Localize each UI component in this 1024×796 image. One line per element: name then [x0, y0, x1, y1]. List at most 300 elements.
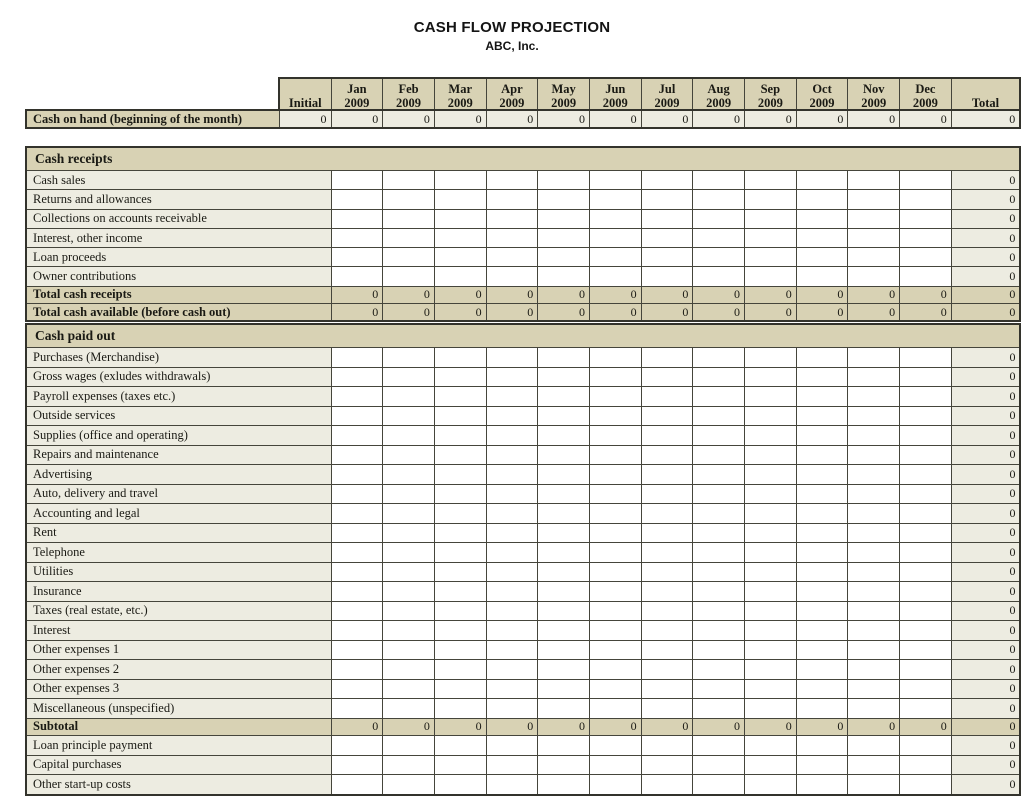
- cell-month-input[interactable]: [538, 445, 590, 465]
- cell-month-input[interactable]: [641, 406, 693, 426]
- cell-month-input[interactable]: [434, 209, 486, 228]
- cell-month-input[interactable]: [434, 640, 486, 660]
- cell-month-input[interactable]: [745, 445, 797, 465]
- cell-month-input[interactable]: [900, 484, 952, 504]
- cell-month-input[interactable]: [693, 190, 745, 209]
- cell-month-input[interactable]: [900, 679, 952, 699]
- cell-month-input[interactable]: [848, 504, 900, 524]
- cell-month-input[interactable]: [641, 699, 693, 719]
- cell-month-input[interactable]: [848, 775, 900, 795]
- cell-month-input[interactable]: [331, 523, 383, 543]
- cell-month-input[interactable]: [538, 621, 590, 641]
- cell-month-input[interactable]: [900, 621, 952, 641]
- cell-month-input[interactable]: [745, 523, 797, 543]
- cell-month-input[interactable]: [589, 267, 641, 286]
- cell-month-input[interactable]: [486, 601, 538, 621]
- cell-month-input[interactable]: [538, 484, 590, 504]
- cell-month-input[interactable]: [486, 228, 538, 247]
- cell-month-input[interactable]: [589, 228, 641, 247]
- cell-month-input[interactable]: [434, 775, 486, 795]
- cell-month-input[interactable]: [745, 348, 797, 368]
- cell-month-input[interactable]: [331, 465, 383, 485]
- cell-month-input[interactable]: [900, 367, 952, 387]
- cell-month-input[interactable]: [900, 640, 952, 660]
- cell-month-input[interactable]: [641, 209, 693, 228]
- cell-month-input[interactable]: [641, 484, 693, 504]
- cell-month-input[interactable]: [745, 621, 797, 641]
- cell-month-input[interactable]: [693, 775, 745, 795]
- cell-month-input[interactable]: [486, 387, 538, 407]
- cell-month-input[interactable]: [641, 171, 693, 190]
- cell-month-input[interactable]: [796, 736, 848, 756]
- cell-month-input[interactable]: [538, 679, 590, 699]
- cell-month-input[interactable]: [486, 736, 538, 756]
- cell-month-input[interactable]: [641, 755, 693, 775]
- cell-month-input[interactable]: [796, 601, 848, 621]
- cell-month-input[interactable]: [331, 775, 383, 795]
- cell-month-input[interactable]: [693, 465, 745, 485]
- cell-month-input[interactable]: [796, 348, 848, 368]
- cell-month-input[interactable]: [693, 640, 745, 660]
- cell-month-input[interactable]: [745, 367, 797, 387]
- cell-month-input[interactable]: [589, 504, 641, 524]
- cell-month-input[interactable]: [434, 582, 486, 602]
- cell-month-input[interactable]: [589, 367, 641, 387]
- cell-month-input[interactable]: [693, 426, 745, 446]
- cell-month-input[interactable]: [486, 523, 538, 543]
- cell-month-input[interactable]: [383, 621, 435, 641]
- cell-month-input[interactable]: [486, 543, 538, 563]
- cell-month-input[interactable]: [589, 445, 641, 465]
- cell-month-input[interactable]: [331, 484, 383, 504]
- cell-month-input[interactable]: [434, 465, 486, 485]
- cell-month-input[interactable]: [331, 387, 383, 407]
- cell-month-input[interactable]: [641, 267, 693, 286]
- cell-month-input[interactable]: [745, 484, 797, 504]
- cell-month-input[interactable]: [331, 228, 383, 247]
- cell-month-input[interactable]: [486, 699, 538, 719]
- cell-month-input[interactable]: [796, 504, 848, 524]
- cell-month-input[interactable]: [745, 755, 797, 775]
- cell-month-input[interactable]: [589, 582, 641, 602]
- cell-month-input[interactable]: [848, 736, 900, 756]
- cell-month-input[interactable]: [900, 387, 952, 407]
- cell-month-input[interactable]: [383, 367, 435, 387]
- cell-month-input[interactable]: [796, 171, 848, 190]
- cell-month-input[interactable]: [745, 601, 797, 621]
- cell-month-input[interactable]: [383, 582, 435, 602]
- cell-month-input[interactable]: [486, 562, 538, 582]
- cell-month-input[interactable]: [848, 562, 900, 582]
- cell-month-input[interactable]: [745, 736, 797, 756]
- cell-month-input[interactable]: [641, 543, 693, 563]
- cell-month-input[interactable]: [538, 171, 590, 190]
- cell-month-input[interactable]: [848, 406, 900, 426]
- cell-month-input[interactable]: [589, 348, 641, 368]
- cell-month-input[interactable]: [641, 426, 693, 446]
- cell-month-input[interactable]: [900, 248, 952, 267]
- cell-month-input[interactable]: [693, 209, 745, 228]
- cell-month-input[interactable]: [641, 660, 693, 680]
- cell-month-input[interactable]: [434, 679, 486, 699]
- cell-month-input[interactable]: [796, 660, 848, 680]
- cell-month-input[interactable]: [589, 426, 641, 446]
- cell-month-input[interactable]: [538, 755, 590, 775]
- cell-month-input[interactable]: [641, 679, 693, 699]
- cell-month-input[interactable]: [796, 582, 848, 602]
- cell-month-input[interactable]: [538, 248, 590, 267]
- cell-month-input[interactable]: [331, 367, 383, 387]
- cell-month-input[interactable]: [538, 504, 590, 524]
- cell-month-input[interactable]: [589, 660, 641, 680]
- cell-month-input[interactable]: [383, 504, 435, 524]
- cell-month-input[interactable]: [486, 190, 538, 209]
- cell-month-input[interactable]: [538, 465, 590, 485]
- cell-month-input[interactable]: [589, 484, 641, 504]
- cell-month-input[interactable]: [434, 523, 486, 543]
- cell-month-input[interactable]: [434, 736, 486, 756]
- cell-month-input[interactable]: [745, 190, 797, 209]
- cell-month-input[interactable]: [796, 775, 848, 795]
- cell-month-input[interactable]: [641, 348, 693, 368]
- cell-month-input[interactable]: [383, 736, 435, 756]
- cell-month-input[interactable]: [693, 348, 745, 368]
- cell-month-input[interactable]: [796, 248, 848, 267]
- cell-month-input[interactable]: [796, 699, 848, 719]
- cell-month-input[interactable]: [383, 445, 435, 465]
- cell-month-input[interactable]: [848, 484, 900, 504]
- cell-month-input[interactable]: [538, 523, 590, 543]
- cell-month-input[interactable]: [434, 267, 486, 286]
- cell-month-input[interactable]: [848, 755, 900, 775]
- cell-month-input[interactable]: [796, 543, 848, 563]
- cell-month-input[interactable]: [641, 775, 693, 795]
- cell-month-input[interactable]: [693, 248, 745, 267]
- cell-month-input[interactable]: [589, 209, 641, 228]
- cell-month-input[interactable]: [538, 562, 590, 582]
- cell-month-input[interactable]: [486, 679, 538, 699]
- cell-month-input[interactable]: [693, 736, 745, 756]
- cell-month-input[interactable]: [383, 523, 435, 543]
- cell-month-input[interactable]: [538, 699, 590, 719]
- cell-month-input[interactable]: [331, 406, 383, 426]
- cell-month-input[interactable]: [383, 348, 435, 368]
- cell-month-input[interactable]: [538, 736, 590, 756]
- cell-month-input[interactable]: [383, 755, 435, 775]
- cell-month-input[interactable]: [434, 171, 486, 190]
- cell-month-input[interactable]: [331, 736, 383, 756]
- cell-month-input[interactable]: [331, 445, 383, 465]
- cell-month-input[interactable]: [848, 248, 900, 267]
- cell-month-input[interactable]: [331, 660, 383, 680]
- cell-month-input[interactable]: [434, 601, 486, 621]
- cell-month-input[interactable]: [434, 562, 486, 582]
- cell-month-input[interactable]: [900, 775, 952, 795]
- cell-month-input[interactable]: [538, 387, 590, 407]
- cell-month-input[interactable]: [745, 660, 797, 680]
- cell-month-input[interactable]: [383, 465, 435, 485]
- cell-month-input[interactable]: [383, 484, 435, 504]
- cell-month-input[interactable]: [589, 523, 641, 543]
- cell-month-input[interactable]: [641, 562, 693, 582]
- cell-month-input[interactable]: [538, 267, 590, 286]
- cell-month-input[interactable]: [641, 445, 693, 465]
- cell-month-input[interactable]: [589, 736, 641, 756]
- cell-month-input[interactable]: [434, 348, 486, 368]
- cell-month-input[interactable]: [434, 699, 486, 719]
- cell-month-input[interactable]: [538, 190, 590, 209]
- cell-month-input[interactable]: [331, 601, 383, 621]
- cell-month-input[interactable]: [796, 755, 848, 775]
- cell-month-input[interactable]: [589, 543, 641, 563]
- cell-month-input[interactable]: [589, 621, 641, 641]
- cell-month-input[interactable]: [486, 755, 538, 775]
- cell-month-input[interactable]: [693, 387, 745, 407]
- cell-month-input[interactable]: [900, 445, 952, 465]
- cell-month-input[interactable]: [693, 228, 745, 247]
- cell-month-input[interactable]: [486, 775, 538, 795]
- cell-month-input[interactable]: [589, 755, 641, 775]
- cell-month-input[interactable]: [538, 209, 590, 228]
- cell-month-input[interactable]: [434, 543, 486, 563]
- cell-month-input[interactable]: [693, 601, 745, 621]
- cell-month-input[interactable]: [796, 621, 848, 641]
- cell-month-input[interactable]: [693, 755, 745, 775]
- cell-month-input[interactable]: [745, 504, 797, 524]
- cell-month-input[interactable]: [538, 775, 590, 795]
- cell-month-input[interactable]: [589, 775, 641, 795]
- cell-month-input[interactable]: [486, 582, 538, 602]
- cell-month-input[interactable]: [486, 660, 538, 680]
- cell-month-input[interactable]: [796, 228, 848, 247]
- cell-month-input[interactable]: [745, 406, 797, 426]
- cell-month-input[interactable]: [848, 640, 900, 660]
- cell-month-input[interactable]: [383, 775, 435, 795]
- cell-month-input[interactable]: [538, 406, 590, 426]
- cell-month-input[interactable]: [331, 679, 383, 699]
- cell-month-input[interactable]: [900, 601, 952, 621]
- cell-month-input[interactable]: [848, 660, 900, 680]
- cell-month-input[interactable]: [589, 465, 641, 485]
- cell-month-input[interactable]: [796, 406, 848, 426]
- cell-month-input[interactable]: [900, 348, 952, 368]
- cell-month-input[interactable]: [796, 267, 848, 286]
- cell-month-input[interactable]: [383, 679, 435, 699]
- cell-month-input[interactable]: [693, 171, 745, 190]
- cell-month-input[interactable]: [434, 228, 486, 247]
- cell-month-input[interactable]: [848, 171, 900, 190]
- cell-month-input[interactable]: [693, 484, 745, 504]
- cell-month-input[interactable]: [486, 426, 538, 446]
- cell-month-input[interactable]: [383, 562, 435, 582]
- cell-month-input[interactable]: [745, 775, 797, 795]
- cell-month-input[interactable]: [331, 209, 383, 228]
- cell-month-input[interactable]: [693, 267, 745, 286]
- cell-month-input[interactable]: [900, 699, 952, 719]
- cell-month-input[interactable]: [693, 562, 745, 582]
- cell-month-input[interactable]: [796, 640, 848, 660]
- cell-month-input[interactable]: [641, 582, 693, 602]
- cell-month-input[interactable]: [796, 523, 848, 543]
- cell-month-input[interactable]: [331, 640, 383, 660]
- cell-month-input[interactable]: [383, 387, 435, 407]
- cell-month-input[interactable]: [900, 426, 952, 446]
- cell-month-input[interactable]: [848, 543, 900, 563]
- cell-month-input[interactable]: [589, 699, 641, 719]
- cell-month-input[interactable]: [693, 679, 745, 699]
- cell-month-input[interactable]: [486, 367, 538, 387]
- cell-month-input[interactable]: [900, 171, 952, 190]
- cell-month-input[interactable]: [796, 426, 848, 446]
- cell-month-input[interactable]: [900, 504, 952, 524]
- cell-month-input[interactable]: [434, 248, 486, 267]
- cell-month-input[interactable]: [900, 660, 952, 680]
- cell-month-input[interactable]: [538, 348, 590, 368]
- cell-month-input[interactable]: [383, 601, 435, 621]
- cell-month-input[interactable]: [434, 504, 486, 524]
- cell-month-input[interactable]: [848, 445, 900, 465]
- cell-month-input[interactable]: [331, 504, 383, 524]
- cell-month-input[interactable]: [486, 621, 538, 641]
- cell-month-input[interactable]: [486, 465, 538, 485]
- cell-month-input[interactable]: [745, 465, 797, 485]
- cell-month-input[interactable]: [434, 621, 486, 641]
- cell-month-input[interactable]: [434, 445, 486, 465]
- cell-month-input[interactable]: [383, 209, 435, 228]
- cell-month-input[interactable]: [383, 190, 435, 209]
- cell-month-input[interactable]: [486, 348, 538, 368]
- cell-month-input[interactable]: [331, 426, 383, 446]
- cell-month-input[interactable]: [745, 248, 797, 267]
- cell-month-input[interactable]: [538, 640, 590, 660]
- cell-month-input[interactable]: [641, 504, 693, 524]
- cell-month-input[interactable]: [745, 582, 797, 602]
- cell-month-input[interactable]: [589, 640, 641, 660]
- cell-month-input[interactable]: [848, 367, 900, 387]
- cell-month-input[interactable]: [538, 582, 590, 602]
- cell-month-input[interactable]: [331, 621, 383, 641]
- cell-month-input[interactable]: [538, 367, 590, 387]
- cell-month-input[interactable]: [745, 209, 797, 228]
- cell-month-input[interactable]: [331, 562, 383, 582]
- cell-month-input[interactable]: [900, 562, 952, 582]
- cell-month-input[interactable]: [589, 190, 641, 209]
- cell-month-input[interactable]: [796, 679, 848, 699]
- cell-month-input[interactable]: [331, 248, 383, 267]
- cell-month-input[interactable]: [848, 190, 900, 209]
- cell-month-input[interactable]: [486, 267, 538, 286]
- cell-month-input[interactable]: [900, 209, 952, 228]
- cell-month-input[interactable]: [693, 660, 745, 680]
- cell-month-input[interactable]: [900, 736, 952, 756]
- cell-month-input[interactable]: [641, 621, 693, 641]
- cell-month-input[interactable]: [745, 267, 797, 286]
- cell-month-input[interactable]: [589, 387, 641, 407]
- cell-month-input[interactable]: [693, 699, 745, 719]
- cell-month-input[interactable]: [900, 755, 952, 775]
- cell-month-input[interactable]: [693, 406, 745, 426]
- cell-month-input[interactable]: [796, 484, 848, 504]
- cell-month-input[interactable]: [796, 209, 848, 228]
- cell-month-input[interactable]: [538, 601, 590, 621]
- cell-month-input[interactable]: [848, 621, 900, 641]
- cell-month-input[interactable]: [538, 543, 590, 563]
- cell-month-input[interactable]: [745, 387, 797, 407]
- cell-month-input[interactable]: [589, 562, 641, 582]
- cell-month-input[interactable]: [331, 582, 383, 602]
- cell-month-input[interactable]: [745, 171, 797, 190]
- cell-month-input[interactable]: [745, 679, 797, 699]
- cell-month-input[interactable]: [383, 228, 435, 247]
- cell-month-input[interactable]: [641, 228, 693, 247]
- cell-month-input[interactable]: [331, 699, 383, 719]
- cell-month-input[interactable]: [331, 267, 383, 286]
- cell-month-input[interactable]: [641, 190, 693, 209]
- cell-month-input[interactable]: [538, 228, 590, 247]
- cell-month-input[interactable]: [900, 190, 952, 209]
- cell-month-input[interactable]: [641, 736, 693, 756]
- cell-month-input[interactable]: [693, 445, 745, 465]
- cell-month-input[interactable]: [641, 640, 693, 660]
- cell-month-input[interactable]: [900, 406, 952, 426]
- cell-month-input[interactable]: [589, 601, 641, 621]
- cell-month-input[interactable]: [331, 755, 383, 775]
- cell-month-input[interactable]: [383, 699, 435, 719]
- cell-month-input[interactable]: [434, 387, 486, 407]
- cell-month-input[interactable]: [641, 601, 693, 621]
- cell-month-input[interactable]: [383, 426, 435, 446]
- cell-month-input[interactable]: [589, 679, 641, 699]
- cell-month-input[interactable]: [486, 640, 538, 660]
- cell-month-input[interactable]: [383, 171, 435, 190]
- cell-month-input[interactable]: [486, 248, 538, 267]
- cell-month-input[interactable]: [848, 601, 900, 621]
- cell-month-input[interactable]: [434, 406, 486, 426]
- cell-month-input[interactable]: [641, 367, 693, 387]
- cell-month-input[interactable]: [693, 523, 745, 543]
- cell-month-input[interactable]: [641, 387, 693, 407]
- cell-month-input[interactable]: [693, 621, 745, 641]
- cell-month-input[interactable]: [848, 228, 900, 247]
- cell-month-input[interactable]: [848, 465, 900, 485]
- cell-month-input[interactable]: [641, 465, 693, 485]
- cell-month-input[interactable]: [745, 426, 797, 446]
- cell-month-input[interactable]: [434, 190, 486, 209]
- cell-month-input[interactable]: [900, 582, 952, 602]
- cell-month-input[interactable]: [848, 699, 900, 719]
- cell-month-input[interactable]: [641, 523, 693, 543]
- cell-month-input[interactable]: [848, 387, 900, 407]
- cell-month-input[interactable]: [434, 426, 486, 446]
- cell-month-input[interactable]: [589, 248, 641, 267]
- cell-month-input[interactable]: [589, 406, 641, 426]
- cell-month-input[interactable]: [383, 543, 435, 563]
- cell-month-input[interactable]: [796, 190, 848, 209]
- cell-month-input[interactable]: [331, 171, 383, 190]
- cell-month-input[interactable]: [848, 348, 900, 368]
- cell-month-input[interactable]: [745, 562, 797, 582]
- cell-month-input[interactable]: [486, 406, 538, 426]
- cell-month-input[interactable]: [383, 660, 435, 680]
- cell-month-input[interactable]: [900, 523, 952, 543]
- cell-month-input[interactable]: [434, 484, 486, 504]
- cell-month-input[interactable]: [331, 190, 383, 209]
- cell-month-input[interactable]: [848, 209, 900, 228]
- cell-month-input[interactable]: [745, 640, 797, 660]
- cell-month-input[interactable]: [434, 660, 486, 680]
- cell-month-input[interactable]: [796, 445, 848, 465]
- cell-month-input[interactable]: [383, 248, 435, 267]
